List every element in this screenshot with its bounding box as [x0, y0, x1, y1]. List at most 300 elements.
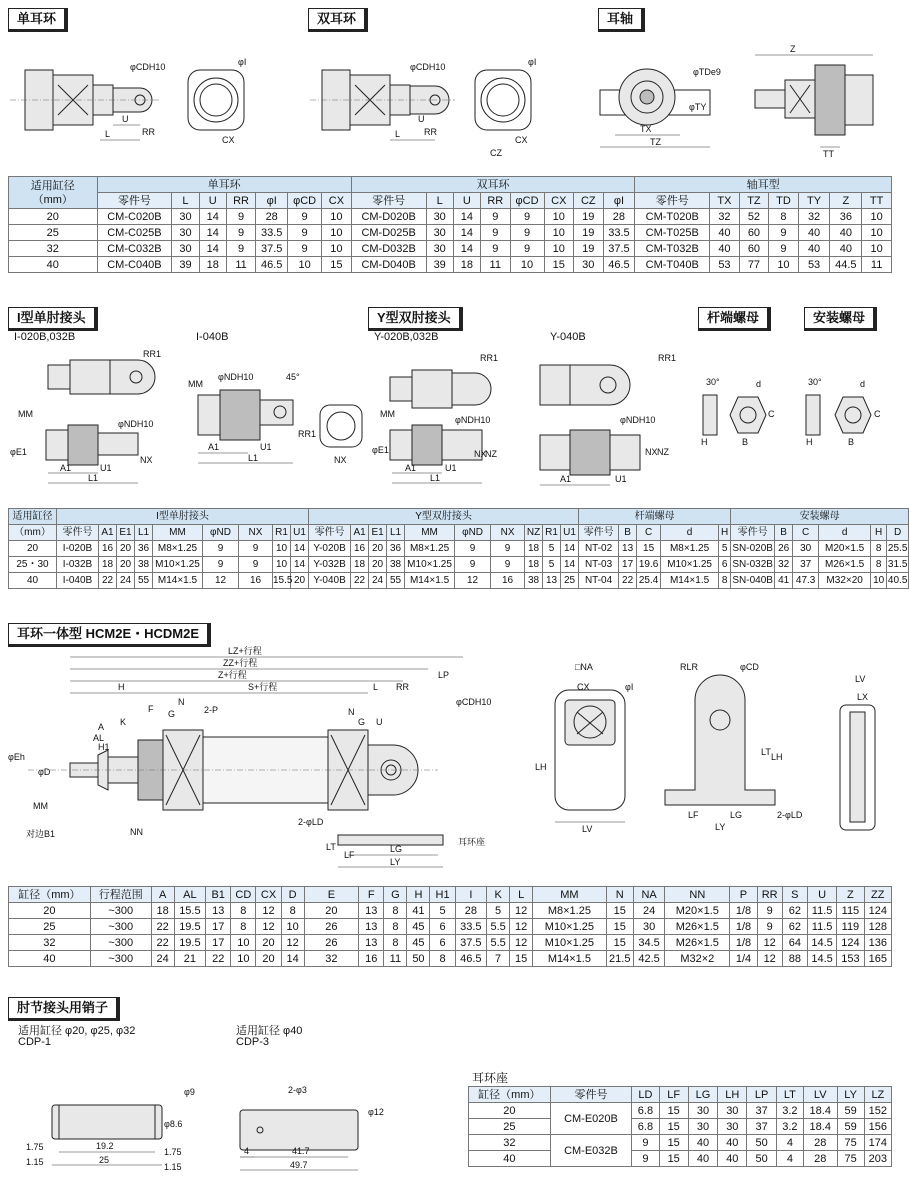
svg-text:Z: Z [790, 44, 796, 54]
table-cell: 19.5 [174, 919, 205, 935]
table-cell: 20 [469, 1103, 551, 1119]
hdr-bore2: 适用缸径 [9, 509, 57, 525]
label-i-sub2: I-040B [196, 331, 229, 343]
table-cell: 19.6 [637, 557, 661, 573]
table-cell: 9 [481, 225, 511, 241]
table-cell: 30 [426, 225, 453, 241]
svg-text:对边B1: 对边B1 [26, 829, 56, 839]
col-header: d [819, 525, 871, 541]
col-header: Z [830, 193, 862, 209]
table-cell: 6.8 [632, 1119, 659, 1135]
table-cell: 25 [9, 225, 98, 241]
section-title-i-joint: I型单肘接头 [8, 307, 98, 331]
table-cell: 6 [430, 935, 455, 951]
table-cell: 30 [688, 1103, 717, 1119]
table-cell: 21.5 [606, 951, 633, 967]
col-header: LY [837, 1087, 864, 1103]
col-header: RR [481, 193, 511, 209]
svg-text:LG: LG [730, 810, 743, 820]
table-cell: 28 [603, 209, 635, 225]
table-cell: 33.5 [455, 919, 486, 935]
table-cell: NT-03 [579, 557, 619, 573]
table-cell: NT-02 [579, 541, 619, 557]
col-header: L [172, 193, 199, 209]
table-cell: 9 [481, 209, 511, 225]
svg-text:RR: RR [142, 127, 155, 137]
col-header: L1 [135, 525, 153, 541]
col-header: U1 [291, 525, 309, 541]
label-pin-sub1b: CDP-1 [18, 1036, 52, 1048]
table-row [9, 541, 909, 557]
table-cell: M32×20 [819, 573, 871, 589]
table-cell: 9 [769, 225, 799, 241]
hdr-shaft: 轴耳型 [635, 177, 892, 193]
hdr-double: 双耳环 [351, 177, 635, 193]
svg-text:LG: LG [390, 844, 403, 854]
table-cell: CM-D020B [351, 209, 426, 225]
section-title-y-joint: Y型双肘接头 [368, 307, 463, 331]
svg-text:B: B [742, 437, 749, 447]
table-cell: 28 [804, 1151, 838, 1167]
table-cell: 30 [633, 919, 664, 935]
svg-text:F: F [148, 704, 154, 714]
col-header: L [510, 887, 533, 903]
table-cell: 39 [172, 257, 199, 273]
table-cell: 6 [719, 557, 731, 573]
table-cell: 40 [798, 225, 830, 241]
svg-text:1.75: 1.75 [164, 1147, 182, 1157]
table-cell: 30 [793, 541, 819, 557]
table-cell: M8×1.25 [405, 541, 455, 557]
svg-text:LV: LV [855, 674, 866, 684]
svg-text:U1: U1 [445, 463, 457, 473]
table-cell: 15.5 [174, 903, 205, 919]
col-header: 零件号 [57, 525, 99, 541]
table-cell: 11.5 [807, 903, 836, 919]
col-header: MM [405, 525, 455, 541]
table-cell: 15 [544, 257, 574, 273]
svg-text:φD: φD [38, 767, 51, 777]
table-cell: SN-032B [731, 557, 775, 573]
svg-text:CX: CX [222, 135, 235, 145]
table-cell: 30 [172, 209, 199, 225]
label-y-sub1: Y-020B,032B [374, 331, 439, 343]
table-cell: 9 [288, 225, 322, 241]
drawing-hcm-cylinder [8, 645, 533, 875]
svg-text:L: L [373, 682, 379, 692]
table-cell: M14×1.5 [405, 573, 455, 589]
table-cell: 203 [864, 1151, 891, 1167]
col-header: TD [769, 193, 799, 209]
table-cell: ~300 [90, 951, 151, 967]
table-cell: 37 [793, 557, 819, 573]
table-cell: 40.5 [887, 573, 909, 589]
col-header: LT [776, 1087, 803, 1103]
hdr-bore: 适用缸径 （mm） [9, 177, 98, 209]
table-row [9, 573, 909, 589]
table-cell: 16 [239, 573, 273, 589]
table-cell: 10 [871, 573, 887, 589]
table-cell: 17 [619, 557, 637, 573]
table-cell: 9 [455, 557, 491, 573]
table-cell: 165 [864, 951, 891, 967]
table-cell: 8 [231, 903, 256, 919]
table-cell: CM-C020B [97, 209, 172, 225]
table-cell: 10 [769, 257, 799, 273]
table-cell: 62 [782, 903, 807, 919]
col-header: A1 [99, 525, 117, 541]
svg-text:2-φLD: 2-φLD [777, 810, 803, 820]
svg-text:LV: LV [582, 824, 593, 834]
table-cell: 6.8 [632, 1103, 659, 1119]
table-cell: 14.5 [807, 935, 836, 951]
table-cell: 42.5 [633, 951, 664, 967]
svg-text:MM: MM [188, 379, 203, 389]
table-cell: 10 [544, 241, 574, 257]
table-cell: 62 [782, 919, 807, 935]
svg-text:L: L [105, 129, 111, 139]
label-seat-title: 耳环座 [472, 1071, 509, 1085]
table-cell: 45 [407, 919, 430, 935]
table-row [469, 1151, 892, 1167]
svg-text:φI: φI [625, 682, 634, 692]
col-header: 零件号 [97, 193, 172, 209]
table-cell: 9 [288, 241, 322, 257]
table-cell: CM-T025B [635, 225, 710, 241]
svg-text:RR1: RR1 [143, 349, 162, 359]
table-joint-specs [8, 508, 909, 589]
col-header: φND [203, 525, 239, 541]
col-header: CX [322, 193, 352, 209]
table-cell: 12 [203, 573, 239, 589]
table-cell: 25 [561, 573, 579, 589]
table-cell: 14 [199, 241, 226, 257]
table-cell: 8 [719, 573, 731, 589]
svg-text:φ12: φ12 [368, 1107, 384, 1117]
col-header: LV [804, 1087, 838, 1103]
table-cell: 15 [606, 919, 633, 935]
table-cell: 10 [544, 225, 574, 241]
table-cell: 14 [199, 225, 226, 241]
table-cell: 15 [659, 1151, 688, 1167]
svg-text:L1: L1 [430, 473, 441, 483]
table-cell: ~300 [90, 935, 151, 951]
table-cell: 55 [135, 573, 153, 589]
table-cell: 25・30 [9, 557, 57, 573]
table-cell: I-040B [57, 573, 99, 589]
table-cell: 12 [455, 573, 491, 589]
svg-text:□NA: □NA [575, 662, 593, 672]
col-header: 零件号 [579, 525, 619, 541]
table-cell: 10 [273, 541, 291, 557]
svg-text:NZ: NZ [657, 447, 669, 457]
svg-text:φ9: φ9 [184, 1087, 195, 1097]
col-header: CD [231, 887, 256, 903]
table-cell: 13 [619, 541, 637, 557]
svg-text:MM: MM [18, 409, 33, 419]
table-cell: 24 [151, 951, 174, 967]
table-cell: 38 [525, 573, 543, 589]
svg-text:G: G [168, 709, 176, 719]
table-cell: 59 [837, 1103, 864, 1119]
table-cell: 30 [688, 1119, 717, 1135]
table-cell: 18 [199, 257, 226, 273]
svg-text:LT: LT [761, 747, 771, 757]
table-cell: 18 [151, 903, 174, 919]
svg-text:φTDe9: φTDe9 [693, 67, 721, 77]
table-cell: 14 [453, 241, 480, 257]
table-cell: 3.2 [776, 1119, 803, 1135]
table-cell: 33.5 [603, 225, 635, 241]
table-cell: 16 [99, 541, 117, 557]
col-header: LD [632, 1087, 659, 1103]
table-cell: 30 [718, 1119, 747, 1135]
col-header: MM [533, 887, 606, 903]
col-header: H1 [430, 887, 455, 903]
svg-text:K: K [120, 717, 127, 727]
table-cell: 52 [739, 209, 769, 225]
col-header: NZ [525, 525, 543, 541]
table-cell: 15 [510, 951, 533, 967]
table-cell: 13 [206, 903, 231, 919]
table-cell: 10 [273, 557, 291, 573]
table-cell: 32 [775, 557, 793, 573]
col-header: 零件号 [731, 525, 775, 541]
table-cell: 25 [9, 919, 91, 935]
table-cell: 46.5 [603, 257, 635, 273]
table-row [9, 903, 892, 919]
svg-text:N: N [178, 697, 185, 707]
svg-text:C: C [768, 409, 775, 419]
col-header: A1 [351, 525, 369, 541]
table-cell: 20 [9, 903, 91, 919]
table-cell: M10×1.25 [153, 557, 203, 573]
table-row [469, 1103, 892, 1119]
svg-text:LZ+行程: LZ+行程 [228, 646, 262, 656]
table-row [9, 241, 892, 257]
table-cell: 9 [769, 241, 799, 257]
table-cell: 20 [369, 557, 387, 573]
svg-text:2-φ3: 2-φ3 [288, 1085, 307, 1095]
svg-text:LF: LF [688, 810, 699, 820]
svg-text:H: H [701, 437, 708, 447]
svg-text:TZ: TZ [650, 137, 661, 147]
table-cell: 9 [510, 241, 544, 257]
label-pin-sub2b: CDP-3 [236, 1036, 270, 1048]
col-header: CZ [574, 193, 604, 209]
table-cell: 15 [322, 257, 352, 273]
table-cell: 5 [543, 541, 561, 557]
table-cell: 40 [710, 241, 740, 257]
table-cell: 40 [9, 257, 98, 273]
col-header: d [661, 525, 719, 541]
svg-text:19.2: 19.2 [96, 1141, 114, 1151]
table-cell: 119 [837, 919, 864, 935]
table-cell: 18 [99, 557, 117, 573]
table-cell: 32 [710, 209, 740, 225]
table-cell: 14 [561, 541, 579, 557]
table-cell: 9 [288, 209, 322, 225]
svg-text:U1: U1 [100, 463, 112, 473]
label-pin-sub2a: 适用缸径 φ40 [236, 1025, 303, 1037]
table-cell: 32 [469, 1135, 551, 1151]
table-cell: SN-020B [731, 541, 775, 557]
table-cell: 20 [369, 541, 387, 557]
table-cell: 10 [281, 919, 304, 935]
table-cell: 15 [659, 1119, 688, 1135]
table-cell: M26×1.5 [819, 557, 871, 573]
table-cell: 37.5 [603, 241, 635, 257]
table-cell: 24 [369, 573, 387, 589]
table-cell: 77 [739, 257, 769, 273]
col-header: F [359, 887, 384, 903]
svg-text:LH: LH [535, 762, 547, 772]
table-cell: 13 [359, 935, 384, 951]
table-cell: CM-E020B [550, 1103, 632, 1135]
col-header: D [887, 525, 909, 541]
svg-text:NX: NX [645, 447, 658, 457]
table-cell: 5 [430, 903, 455, 919]
table-cell: 136 [864, 935, 891, 951]
table-cell: 30 [426, 209, 453, 225]
svg-text:H: H [806, 437, 813, 447]
table-cell: 40 [718, 1135, 747, 1151]
col-header: Z [837, 887, 864, 903]
table-cell: 60 [739, 225, 769, 241]
table-cell: 22 [151, 935, 174, 951]
table-cell: 12 [757, 935, 782, 951]
table-cell: 8 [430, 951, 455, 967]
col-header: S [782, 887, 807, 903]
table-cell: 128 [864, 919, 891, 935]
table-cell: SN-040B [731, 573, 775, 589]
col-header: K [487, 887, 510, 903]
table-cell: 115 [837, 903, 864, 919]
table-cell: 30 [718, 1103, 747, 1119]
svg-text:φCD: φCD [740, 662, 759, 672]
table-row [469, 1135, 892, 1151]
table-cell: M8×1.25 [661, 541, 719, 557]
col-header: E [304, 887, 359, 903]
svg-text:A: A [98, 722, 105, 732]
table-cell: 37.5 [256, 241, 288, 257]
table-cell: 75 [837, 1135, 864, 1151]
col-header: R1 [543, 525, 561, 541]
table-cell: CM-C040B [97, 257, 172, 273]
label-i-sub1: I-020B,032B [14, 331, 76, 343]
table-cell: 12 [281, 935, 304, 951]
col-header: H [719, 525, 731, 541]
table-cell: 9 [226, 241, 256, 257]
table-cell: 75 [837, 1151, 864, 1167]
table-cell: 24 [633, 903, 664, 919]
table-cell: 22 [206, 951, 231, 967]
table-cell: 15 [606, 935, 633, 951]
table-cell: 20 [304, 903, 359, 919]
table-cell: 8 [384, 919, 407, 935]
table-cell: 59 [837, 1119, 864, 1135]
table-cell: 5 [543, 557, 561, 573]
svg-text:RR1: RR1 [480, 353, 499, 363]
drawing-i-joint [8, 345, 368, 495]
svg-text:LX: LX [857, 692, 869, 702]
table-cell: 8 [769, 209, 799, 225]
col-header: E1 [117, 525, 135, 541]
table-cell: 5 [487, 903, 510, 919]
svg-text:2-P: 2-P [204, 705, 219, 715]
table-cell: 9 [491, 541, 525, 557]
table-cell: 40 [9, 951, 91, 967]
section-title-ear-shaft: 耳轴 [598, 8, 645, 32]
svg-text:NZ: NZ [485, 449, 497, 459]
table-cell: 6 [430, 919, 455, 935]
col-header: B [775, 525, 793, 541]
table-cell: 15 [637, 541, 661, 557]
table-cell: 10 [862, 241, 892, 257]
svg-text:ZZ+行程: ZZ+行程 [223, 658, 258, 668]
svg-text:25: 25 [99, 1155, 110, 1165]
table-cell: CM-E032B [550, 1135, 632, 1167]
table-cell: 9 [510, 225, 544, 241]
svg-text:30°: 30° [808, 377, 822, 387]
table-cell: 1/4 [730, 951, 757, 967]
table-cell: 37 [747, 1103, 776, 1119]
drawing-pin-cdp3 [230, 1055, 400, 1180]
svg-text:U: U [122, 114, 129, 124]
table-cell: 40 [9, 573, 57, 589]
table-cell: 10 [862, 209, 892, 225]
svg-text:30°: 30° [706, 377, 720, 387]
table-cell: 40 [469, 1151, 551, 1167]
col-header: MM [153, 525, 203, 541]
table-cell: 18 [525, 557, 543, 573]
col-header: LF [659, 1087, 688, 1103]
svg-text:1.15: 1.15 [164, 1162, 182, 1172]
table-cell: 15.5 [273, 573, 291, 589]
table-cell: 11 [384, 951, 407, 967]
table-cell: 40 [710, 225, 740, 241]
col-header: G [384, 887, 407, 903]
table-cell: ~300 [90, 903, 151, 919]
table-cell: 5 [719, 541, 731, 557]
col-header: LG [688, 1087, 717, 1103]
col-header: R1 [273, 525, 291, 541]
table-cell: 34.5 [633, 935, 664, 951]
table-row [9, 557, 909, 573]
svg-text:d: d [860, 379, 866, 389]
table-cell: 15 [606, 903, 633, 919]
svg-text:TX: TX [640, 124, 652, 134]
table-cell: 32 [304, 951, 359, 967]
svg-text:NN: NN [130, 827, 143, 837]
section-title-mount-nut: 安装螺母 [804, 307, 877, 331]
table-cell: 153 [837, 951, 864, 967]
table-cell: 14 [199, 209, 226, 225]
col-header: NX [239, 525, 273, 541]
col-header: A [151, 887, 174, 903]
table-cell: 8 [384, 903, 407, 919]
table-cell: 8 [231, 919, 256, 935]
table-cell: 11 [862, 257, 892, 273]
table-cell: M14×1.5 [661, 573, 719, 589]
svg-text:CX: CX [515, 135, 528, 145]
table-cell: 20 [9, 541, 57, 557]
svg-text:Z+行程: Z+行程 [218, 670, 247, 680]
table-cell: 12 [757, 951, 782, 967]
table-cell: 124 [837, 935, 864, 951]
table-cell: CM-D025B [351, 225, 426, 241]
table-cell: 7 [487, 951, 510, 967]
